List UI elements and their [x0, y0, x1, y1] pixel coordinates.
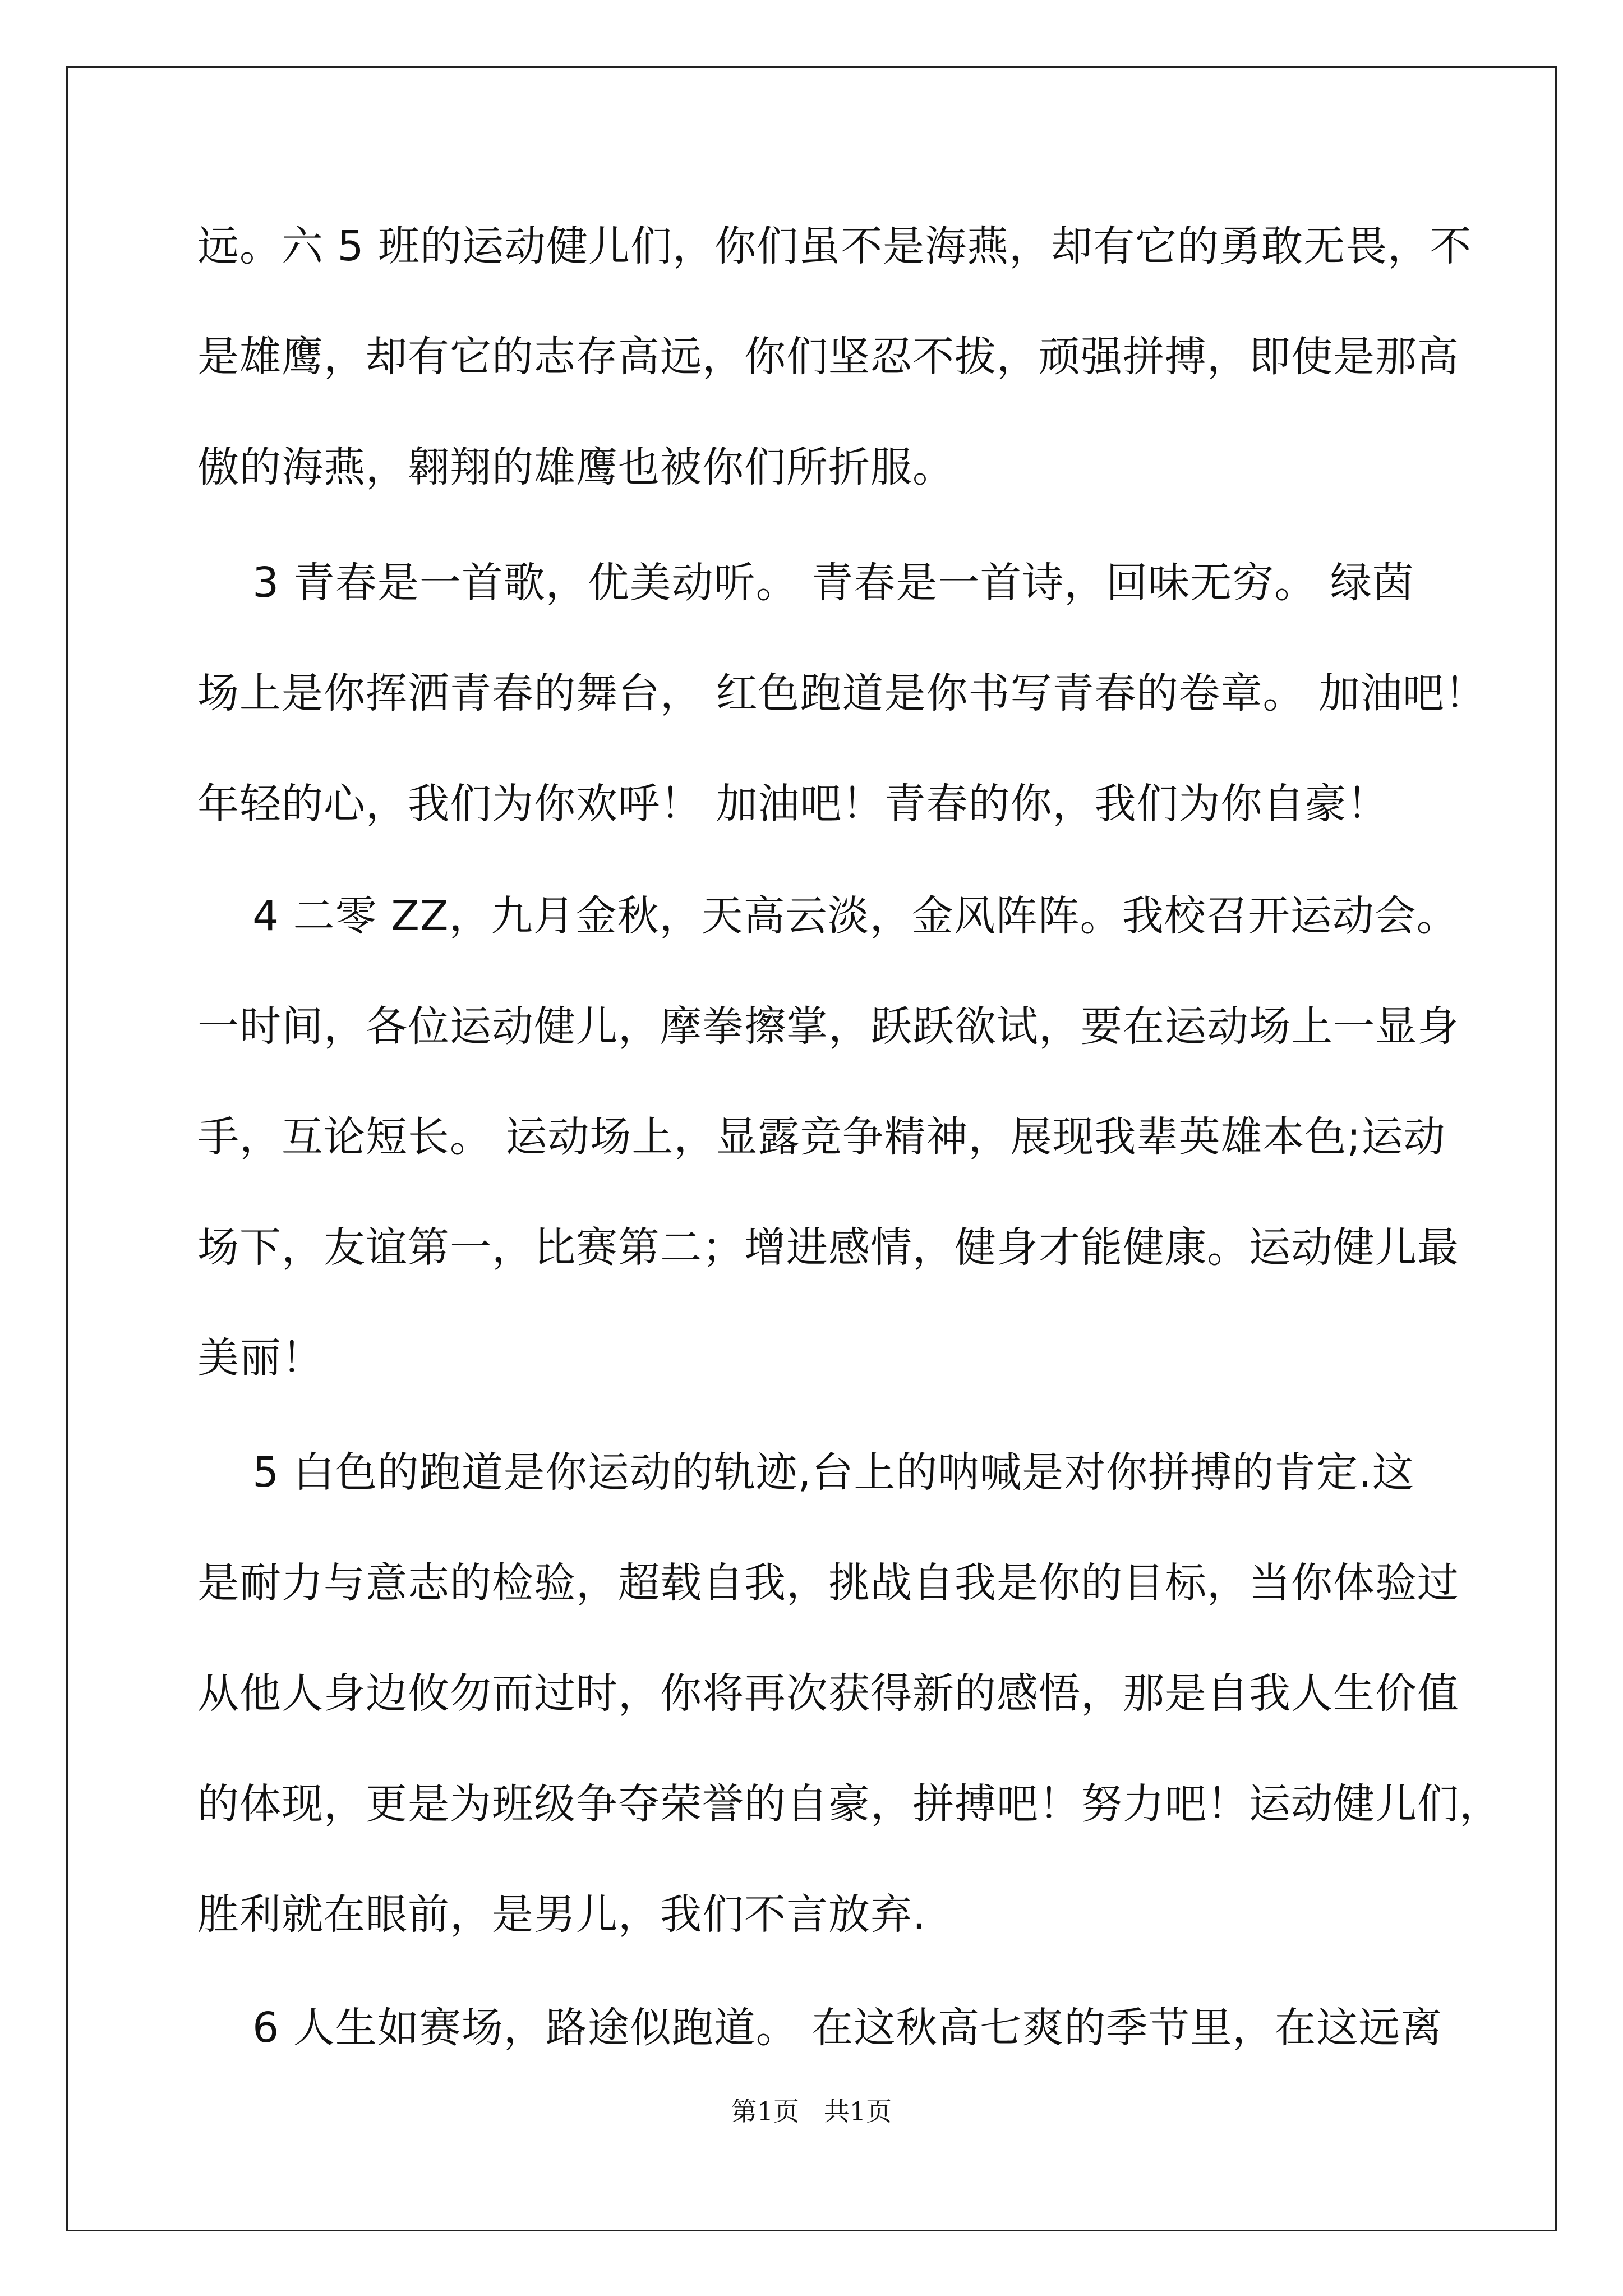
text-line: 远。六 5 班的运动健儿们，你们虽不是海燕，却有它的勇敢无畏，不	[197, 222, 1472, 270]
text-line: 场上是你挥洒青春的舞台， 红色跑道是你书写青春的卷章。 加油吧！	[197, 669, 1487, 717]
text-line: 从他人身边攸勿而过时，你将再次获得新的感悟，那是自我人生价值	[197, 1669, 1459, 1718]
text-line: 是耐力与意志的检验，超载自我，挑战自我是你的目标，当你体验过	[197, 1559, 1459, 1607]
text-line: 手，互论短长。 运动场上，显露竞争精神，展现我辈英雄本色;运动	[197, 1113, 1446, 1161]
text-line: 胜利就在眼前，是男儿，我们不言放弃.	[197, 1890, 926, 1939]
text-line: 一时间，各位运动健儿，摩拳擦掌，跃跃欲试，要在运动场上一显身	[197, 1002, 1459, 1051]
text-line: 的体现，更是为班级争夺荣誉的自豪，拼搏吧！努力吧！运动健儿们，	[197, 1780, 1501, 1828]
text-line: 傲的海燕，翱翔的雄鹰也被你们所折服。	[197, 443, 955, 491]
text-line: 美丽！	[197, 1334, 324, 1382]
text-line: 是雄鹰，却有它的志存高远，你们坚忍不拔，顽强拼搏，即使是那高	[197, 333, 1459, 381]
text-line: 6 人生如赛场，路途似跑道。 在这秋高七爽的季节里，在这远离	[197, 2004, 1443, 2052]
text-line: 4 二零 ZZ，九月金秋，天高云淡，金风阵阵。我校召开运动会。	[197, 892, 1459, 940]
text-line: 5 白色的跑道是你运动的轨迹,台上的呐喊是对你拼搏的肯定.这	[197, 1448, 1414, 1497]
text-line: 3 青春是一首歌，优美动听。 青春是一首诗，回味无穷。 绿茵	[197, 559, 1414, 607]
text-line: 年轻的心，我们为你欢呼！ 加油吧！青春的你，我们为你自豪！	[197, 780, 1389, 828]
text-line: 场下，友谊第一，比赛第二；增进感情，健身才能健康。运动健儿最	[197, 1223, 1459, 1272]
page-footer: 第1页 共1页	[731, 2096, 892, 2127]
